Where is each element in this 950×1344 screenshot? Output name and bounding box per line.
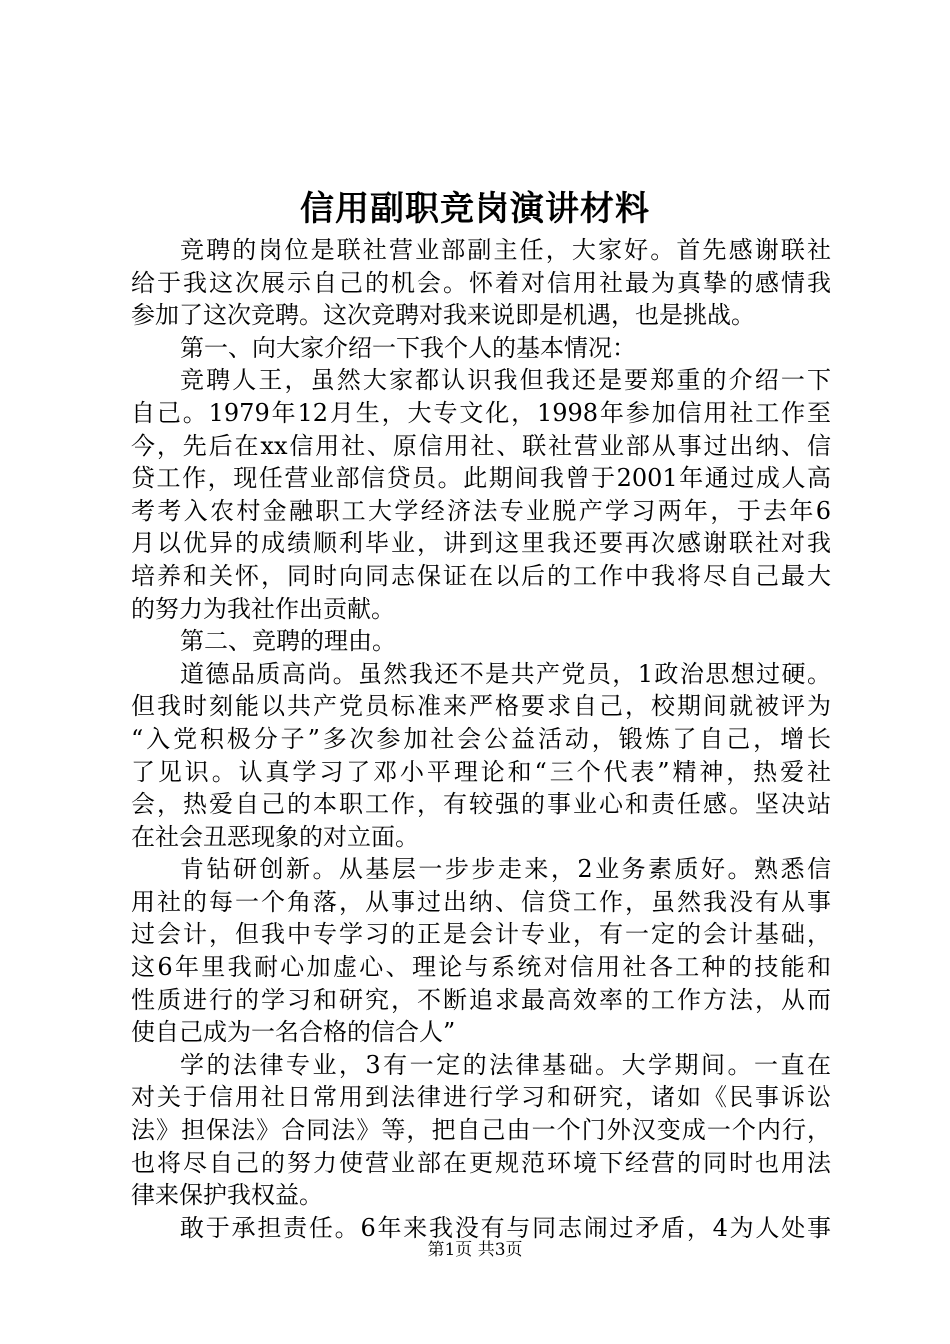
text-line: 考考入农村金融职工大学经济法专业脱产学习两年，于去年6 <box>131 496 831 525</box>
text-line: 学的法律专业，3有一定的法律基础。大学期间。一直在 <box>180 1050 831 1079</box>
text-line: 在社会丑恶现象的对立面。 <box>131 822 419 851</box>
text-line: 用社的每一个角落，从事过出纳、信贷工作，虽然我没有从事 <box>131 887 831 916</box>
document-body <box>131 234 831 1244</box>
text-line: 培养和关怀，同时向同志保证在以后的工作中我将尽自己最大 <box>131 561 831 590</box>
text-line: 竞聘的岗位是联社营业部副主任，大家好。首先感谢联社 <box>180 236 831 264</box>
text-line: 使自己成为一名合格的信合人” <box>131 1018 456 1047</box>
text-line: 敢于承担责任。6年来我没有与同志闹过矛盾，4为人处事 <box>180 1213 831 1242</box>
text-line: 会，热爱自己的本职工作，有较强的事业心和责任感。坚决站 <box>131 790 831 819</box>
text-line: 性质进行的学习和研究，不断追求最高效率的工作方法，从而 <box>131 985 831 1014</box>
text-line: 也将尽自己的努力使营业部在更规范环境下经营的同时也用法 <box>131 1148 831 1177</box>
text-line: 参加了这次竞聘。这次竞聘对我来说即是机遇，也是挑战。 <box>131 301 755 330</box>
text-line: 第二、竞聘的理由。 <box>180 627 396 656</box>
text-line: “入党积极分子”多次参加社会公益活动，锻炼了自己，增长 <box>131 724 831 753</box>
text-line: 律来保护我权益。 <box>131 1181 323 1210</box>
text-line: 肯钻研创新。从基层一步步走来，2业务素质好。熟悉信 <box>180 855 831 884</box>
text-line: 这6年里我耐心加虚心、理论与系统对信用社各工种的技能和 <box>131 953 831 982</box>
text-line: 月以优异的成绩顺利毕业，讲到这里我还要再次感谢联社对我 <box>131 529 831 558</box>
text-line: 但我时刻能以共产党员标准来严格要求自己，校期间就被评为 <box>131 692 831 721</box>
text-line: 今，先后在xx信用社、原信用社、联社营业部从事过出纳、信 <box>131 431 831 460</box>
text-line: 的努力为我社作出贡献。 <box>131 594 395 623</box>
text-line: 过会计，但我中专学习的正是会计专业，有一定的会计基础， <box>131 920 831 949</box>
text-line: 自己。1979年12月生，大专文化，1998年参加信用社工作至 <box>131 398 831 427</box>
text-line: 对关于信用社日常用到法律进行学习和研究，诸如《民事诉讼 <box>131 1083 831 1112</box>
text-line: 贷工作，现任营业部信贷员。此期间我曾于2001年通过成人高 <box>131 464 831 493</box>
document-title: 信用副职竞岗演讲材料 <box>300 189 650 229</box>
text-line: 给于我这次展示自己的机会。怀着对信用社最为真挚的感情我 <box>131 268 831 297</box>
text-line: 法》担保法》合同法》等，把自己由一个门外汉变成一个内行， <box>131 1116 831 1145</box>
page-footer: 第1页 共3页 <box>427 1240 523 1260</box>
text-line: 了见识。认真学习了邓小平理论和“三个代表”精神，热爱社 <box>131 757 831 786</box>
text-line: 道德品质高尚。虽然我还不是共产党员，1政治思想过硬。 <box>180 659 831 688</box>
text-line: 第一、向大家介绍一下我个人的基本情况： <box>180 333 636 362</box>
text-line: 竞聘人王，虽然大家都认识我但我还是要郑重的介绍一下 <box>180 366 831 395</box>
